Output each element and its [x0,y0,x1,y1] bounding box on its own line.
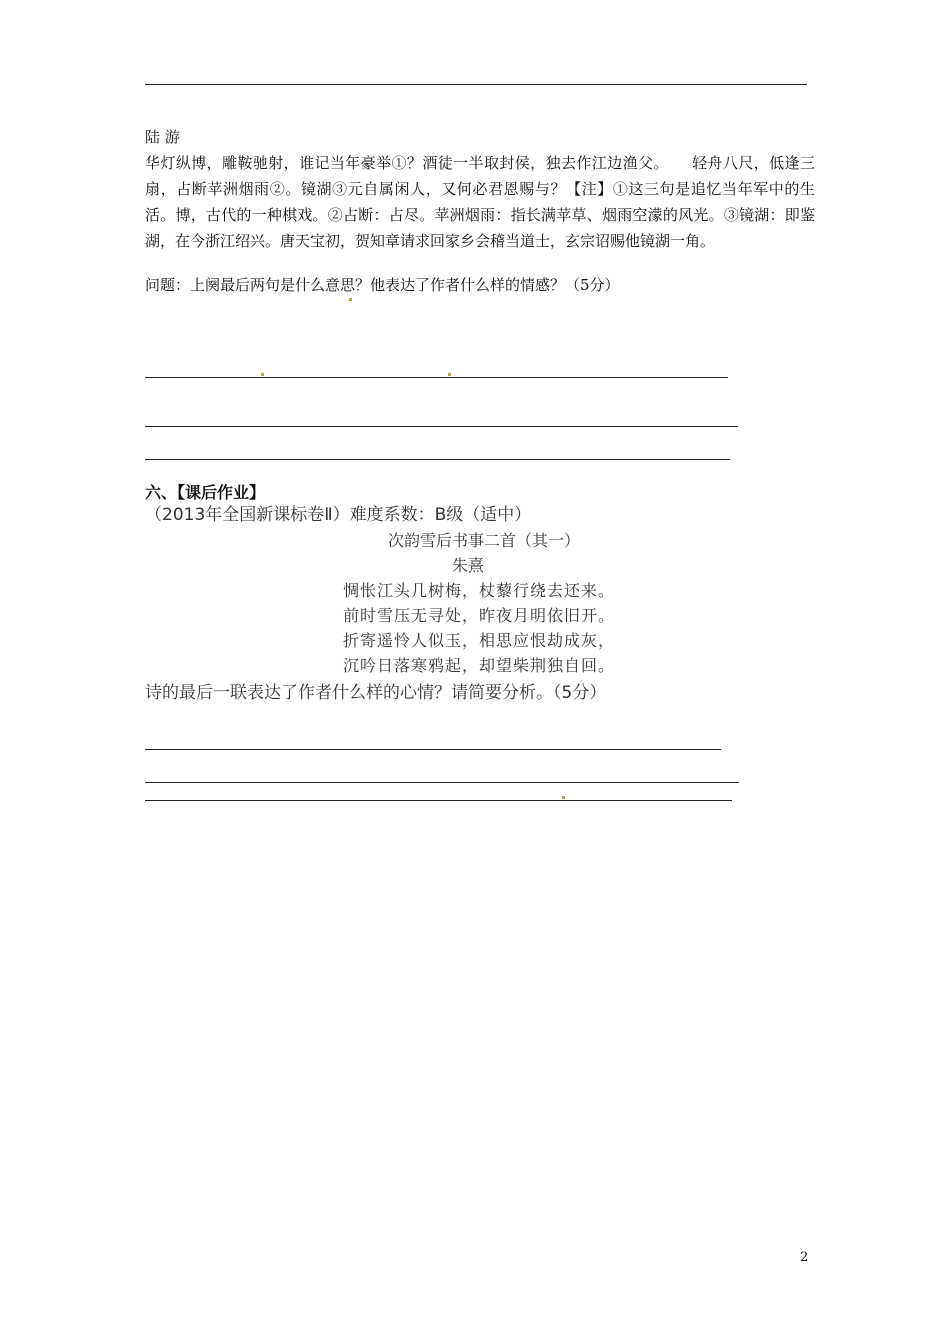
answer-line-4 [145,749,721,750]
answer-line-5 [145,782,739,783]
poem2-line: 惆怅江头几树梅，杖藜行绕去还来。 [343,581,616,600]
answer-line-6 [145,800,732,801]
poem2-line: 沉吟日落寒鸦起，却望柴荆独自回。 [343,656,616,675]
header-rule [145,84,807,85]
poem-text-with-notes: 华灯纵博，雕鞍驰射，谁记当年豪举①？酒徒一半取封侯，独去作江边渔父。 轻舟八尺，低逢三扇，占断苹洲烟雨②。镜湖③元自属闲人，又何必君恩赐与？【注】①这三句是追忆当年军中的生活。博，古代的一种棋戏。②占断：占尽。苹洲烟雨：指长满苹草、烟雨空濛的风光。③镜湖：即鉴湖，在今浙江绍兴。唐天宝初，贺知章请求回家乡会稽当道士，玄宗诏赐他镜湖一角。 [145,154,815,250]
section-heading-homework: 六、【课后作业】 [145,483,266,502]
speck-mark [261,373,264,376]
poem2-line: 折寄遥怜人似玉，相思应恨劫成灰， [343,631,616,650]
poem2-title: 次韵雪后书事二首（其一） [388,531,581,550]
speck-mark [562,796,565,799]
speck-mark [349,298,352,301]
answer-line-1 [145,377,728,378]
question-1: 问题：上阕最后两句是什么意思？他表达了作者什么样的情感？（5分） [145,276,620,294]
question-2: 诗的最后一联表达了作者什么样的心情？请简要分析。（5分） [145,683,607,703]
answer-line-3 [145,459,730,460]
page-number: 2 [800,1250,809,1265]
poem2-author: 朱熹 [452,556,485,575]
poem-author-lu-you: 陆 游 [145,128,180,146]
exam-source: （2013年全国新课标卷Ⅱ）难度系数：B级（适中） [145,505,532,525]
speck-mark [448,373,451,376]
answer-line-2 [145,426,738,427]
poem2-line: 前时雪压无寻处，昨夜月明依旧开。 [343,606,616,625]
